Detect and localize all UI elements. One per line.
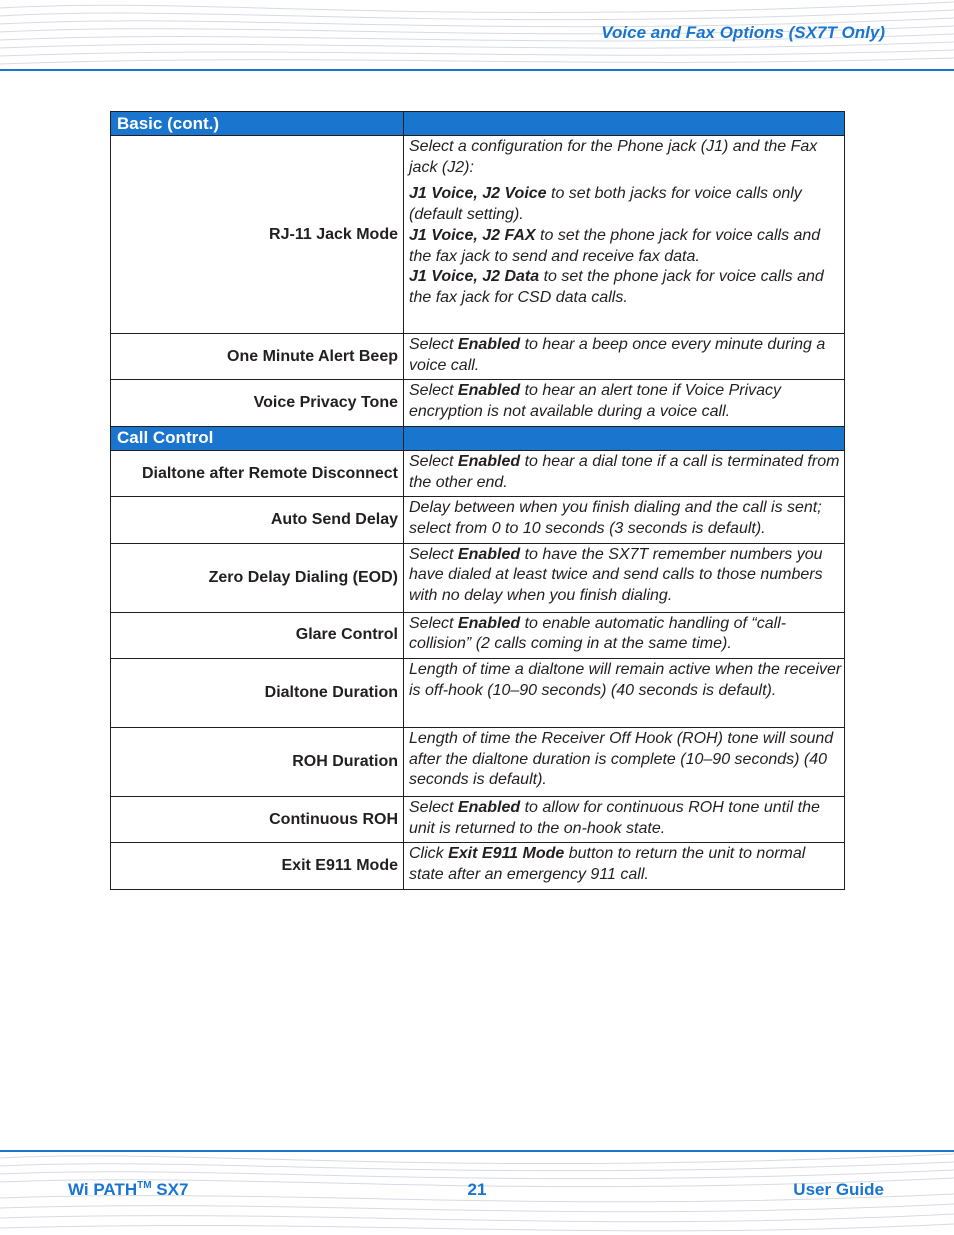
table-row — [111, 334, 845, 380]
description-text: Select — [409, 336, 458, 353]
setting-name: Voice Privacy Tone — [111, 380, 404, 426]
option-term: J1 Voice, J2 Voice — [409, 185, 547, 203]
setting-description — [404, 543, 845, 612]
table-row — [111, 797, 845, 843]
description-text: Delay between when you finish dialing and the call is sent; select from 0 to 10 seconds (3 seconds is default). — [409, 499, 822, 537]
option-term: J1 Voice, J2 Data — [409, 268, 540, 286]
description-text: Select — [409, 382, 458, 400]
setting-description — [404, 497, 845, 543]
section-title: Call Control — [111, 426, 404, 450]
option-item — [409, 267, 842, 308]
table-row — [111, 380, 845, 426]
description-text: Select — [409, 545, 458, 563]
description-text: to hear a dial tone if a call is terminated from the other end. — [409, 452, 840, 491]
section-header — [111, 426, 845, 450]
table-row — [111, 843, 845, 889]
option-text: to set both jacks for voice calls only (default setting). — [409, 185, 802, 224]
setting-name: Continuous ROH — [111, 797, 404, 843]
setting-description — [404, 659, 845, 728]
description-text: Length of time a dialtone will remain active when the receiver is off-hook (10–90 seconds) (40 seconds is default). — [409, 661, 842, 699]
table-row — [111, 543, 845, 612]
description-emphasis: Enabled — [457, 452, 521, 470]
setting-name: Auto Send Delay — [111, 497, 404, 543]
section-header — [111, 112, 845, 136]
description-emphasis: Enabled — [457, 614, 521, 632]
description-text: Select — [409, 614, 458, 632]
setting-description — [404, 797, 845, 843]
section-header-blank — [404, 112, 845, 136]
setting-description — [404, 380, 845, 426]
footer-doc-title: User Guide — [793, 1180, 884, 1199]
setting-description — [404, 334, 845, 380]
description-intro: Select a configuration for the Phone jack (J1) and the Fax jack (J2): — [409, 138, 818, 176]
setting-description — [404, 450, 845, 496]
option-text: to set the phone jack for voice calls and the fax jack for CSD data calls. — [409, 268, 824, 306]
table-row — [111, 659, 845, 728]
settings-table — [110, 111, 845, 890]
table-row — [111, 612, 845, 658]
setting-description — [404, 136, 845, 334]
description-text: Length of time the Receiver Off Hook (ROH) tone will sound after the dialtone duration is complete (10–90 seconds) (40 seconds is default). — [409, 730, 834, 789]
description-emphasis: Enabled — [457, 545, 521, 563]
description-text: to enable automatic handling of “call-collision” (2 calls coming in at the same time). — [409, 614, 787, 653]
table-row — [111, 728, 845, 797]
description-text: to hear a beep once every minute during a voice call. — [409, 336, 826, 374]
description-emphasis: Exit E911 Mode — [448, 845, 565, 863]
page-header-title: Voice and Fax Options (SX7T Only) — [601, 23, 885, 42]
description-text: Select — [409, 799, 458, 817]
option-text: to set the phone jack for voice calls and the fax jack to send and receive fax data. — [409, 226, 821, 265]
setting-name: Glare Control — [111, 612, 404, 658]
description-text: to have the SX7T remember numbers you have dialed at least twice and send calls to those numbers with no delay when you finish dialing. — [409, 545, 823, 605]
description-text: button to return the unit to normal state after an emergency 911 call. — [409, 845, 806, 884]
header-rule — [0, 69, 954, 71]
setting-name: Exit E911 Mode — [111, 843, 404, 889]
setting-description — [404, 612, 845, 658]
description-text: to allow for continuous ROH tone until the unit is returned to the on-hook state. — [409, 799, 820, 837]
setting-name: Zero Delay Dialing (EOD) — [111, 543, 404, 612]
description-text: Click — [409, 845, 449, 863]
option-item — [409, 226, 842, 267]
setting-name: Dialtone Duration — [111, 659, 404, 728]
section-header-blank — [404, 426, 845, 450]
description-text: to hear an alert tone if Voice Privacy encryption is not available during a voice call. — [409, 382, 782, 421]
setting-description — [404, 843, 845, 889]
description-emphasis: Enabled — [457, 336, 521, 353]
trademark-mark: TM — [137, 1180, 152, 1191]
page-number: 21 — [467, 1180, 487, 1199]
section-title: Basic (cont.) — [111, 112, 404, 136]
description-emphasis: Enabled — [457, 799, 521, 817]
setting-name: RJ-11 Jack Mode — [111, 136, 404, 334]
option-term: J1 Voice, J2 FAX — [409, 226, 536, 244]
setting-name: Dialtone after Remote Disconnect — [111, 450, 404, 496]
description-emphasis: Enabled — [457, 382, 521, 400]
table-row — [111, 450, 845, 496]
setting-name: One Minute Alert Beep — [111, 334, 404, 380]
setting-name: ROH Duration — [111, 728, 404, 797]
option-item — [409, 184, 842, 225]
table-row — [111, 497, 845, 543]
footer-product-name: Wi PATH™ SX7 — [68, 1180, 189, 1199]
setting-description — [404, 728, 845, 797]
table-row — [111, 136, 845, 334]
description-text: Select — [409, 452, 458, 470]
